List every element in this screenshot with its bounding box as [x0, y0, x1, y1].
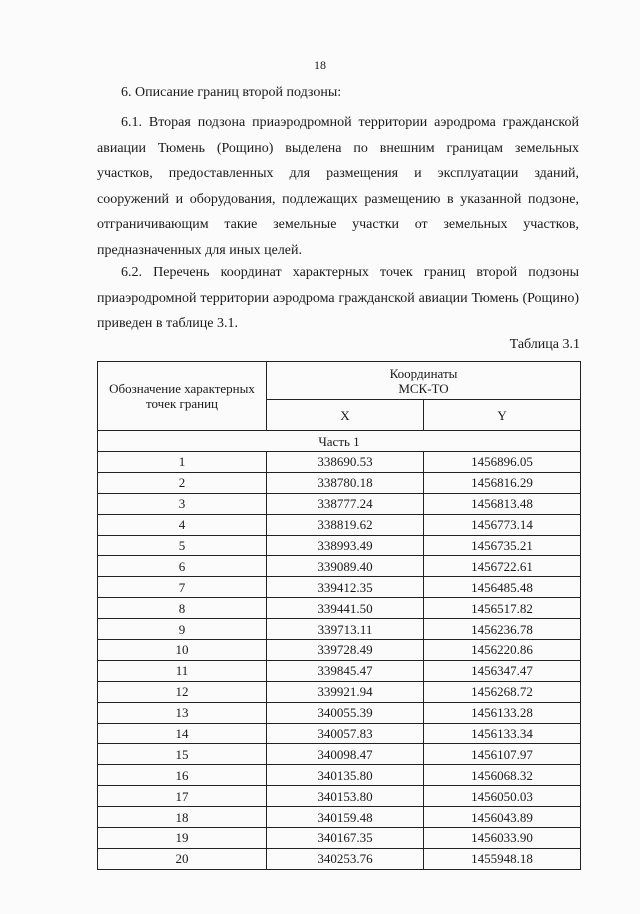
- y-coordinate-cell: 1456236.78: [424, 619, 581, 640]
- part-label: Часть 1: [98, 431, 581, 452]
- point-number-cell: 16: [98, 765, 267, 786]
- y-coordinate-cell: 1456813.48: [424, 493, 581, 514]
- table-row: [98, 452, 581, 473]
- point-number-cell: 20: [98, 848, 267, 869]
- table-row: [98, 640, 581, 661]
- point-number-cell: 17: [98, 786, 267, 807]
- header-coordinates-title: Координаты: [389, 365, 458, 381]
- x-coordinate-cell: 338819.62: [267, 514, 424, 535]
- table-row: [98, 598, 581, 619]
- x-coordinate-cell: 338690.53: [267, 452, 424, 473]
- header-coordinate-system: МСК-ТО: [398, 380, 449, 396]
- point-number-cell: 15: [98, 744, 267, 765]
- x-coordinate-cell: 338780.18: [267, 472, 424, 493]
- y-coordinate-cell: 1456816.29: [424, 472, 581, 493]
- table-row: [98, 577, 581, 598]
- x-coordinate-cell: 339412.35: [267, 577, 424, 598]
- y-coordinate-cell: 1456735.21: [424, 535, 581, 556]
- point-number-cell: 1: [98, 452, 267, 473]
- x-coordinate-cell: 340055.39: [267, 702, 424, 723]
- x-coordinate-cell: 339845.47: [267, 660, 424, 681]
- y-coordinate-cell: 1456033.90: [424, 828, 581, 849]
- table-caption: Таблица 3.1: [509, 337, 580, 352]
- x-coordinate-cell: 339713.11: [267, 619, 424, 640]
- table-row: [98, 681, 581, 702]
- y-coordinate-cell: 1456220.86: [424, 640, 581, 661]
- point-number-cell: 8: [98, 598, 267, 619]
- y-coordinate-cell: 1456268.72: [424, 681, 581, 702]
- table-row: [98, 493, 581, 514]
- x-coordinate-cell: 338777.24: [267, 493, 424, 514]
- x-coordinate-cell: 340253.76: [267, 848, 424, 869]
- y-coordinate-cell: 1456347.47: [424, 660, 581, 681]
- paragraph-6-2: 6.2. Перечень координат характерных точек границ второй подзоны приаэродромной территории аэродрома гражданской авиации Тюмень (Рощино) приведен в таблице 3.1.: [97, 265, 579, 331]
- header-x: X: [267, 400, 424, 431]
- point-number-cell: 18: [98, 807, 267, 828]
- page-number: 18: [314, 58, 326, 72]
- y-coordinate-cell: 1456043.89: [424, 807, 581, 828]
- y-coordinate-cell: 1456896.05: [424, 452, 581, 473]
- y-coordinate-cell: 1456133.28: [424, 702, 581, 723]
- point-number-cell: 4: [98, 514, 267, 535]
- table-row: [98, 765, 581, 786]
- point-number-cell: 14: [98, 723, 267, 744]
- header-point-name: Обозначение характерных точек границ: [98, 362, 267, 431]
- y-coordinate-cell: 1456050.03: [424, 786, 581, 807]
- x-coordinate-cell: 338993.49: [267, 535, 424, 556]
- y-coordinate-cell: 1455948.18: [424, 848, 581, 869]
- y-coordinate-cell: 1456485.48: [424, 577, 581, 598]
- section-heading: 6. Описание границ второй подзоны:: [121, 85, 342, 100]
- table-row: [98, 786, 581, 807]
- table-row: [98, 514, 581, 535]
- x-coordinate-cell: 340153.80: [267, 786, 424, 807]
- point-number-cell: 6: [98, 556, 267, 577]
- table-row: [98, 535, 581, 556]
- y-coordinate-cell: 1456107.97: [424, 744, 581, 765]
- point-number-cell: 2: [98, 472, 267, 493]
- paragraph-6-1: 6.1. Вторая подзона приаэродромной территории аэродрома гражданской авиации Тюмень (Рощино) выделена по внешним границам земельных участков, предоставленных для размещения и эксплуатации зданий, сооружений и оборудования, подлежащих размещению в указанной подзоне, отграничивающим такие земельные участки от земельных участков, предназначенных для иных целей.: [97, 115, 579, 258]
- y-coordinate-cell: 1456722.61: [424, 556, 581, 577]
- header-y: Y: [424, 400, 581, 431]
- point-number-cell: 19: [98, 828, 267, 849]
- table-row: [98, 619, 581, 640]
- table-row: [98, 702, 581, 723]
- y-coordinate-cell: 1456517.82: [424, 598, 581, 619]
- x-coordinate-cell: 339728.49: [267, 640, 424, 661]
- point-number-cell: 9: [98, 619, 267, 640]
- point-number-cell: 10: [98, 640, 267, 661]
- y-coordinate-cell: 1456773.14: [424, 514, 581, 535]
- coordinates-table: [97, 361, 581, 870]
- x-coordinate-cell: 340159.48: [267, 807, 424, 828]
- x-coordinate-cell: 340098.47: [267, 744, 424, 765]
- table-row: [98, 807, 581, 828]
- table-row: [98, 744, 581, 765]
- y-coordinate-cell: 1456133.34: [424, 723, 581, 744]
- point-number-cell: 3: [98, 493, 267, 514]
- x-coordinate-cell: 340167.35: [267, 828, 424, 849]
- x-coordinate-cell: 339089.40: [267, 556, 424, 577]
- table-row: [98, 828, 581, 849]
- y-coordinate-cell: 1456068.32: [424, 765, 581, 786]
- x-coordinate-cell: 339441.50: [267, 598, 424, 619]
- table-row: [98, 848, 581, 869]
- point-number-cell: 13: [98, 702, 267, 723]
- point-number-cell: 12: [98, 681, 267, 702]
- x-coordinate-cell: 339921.94: [267, 681, 424, 702]
- point-number-cell: 7: [98, 577, 267, 598]
- table-row: [98, 472, 581, 493]
- point-number-cell: 5: [98, 535, 267, 556]
- table-row: [98, 556, 581, 577]
- point-number-cell: 11: [98, 660, 267, 681]
- table-row: [98, 660, 581, 681]
- x-coordinate-cell: 340057.83: [267, 723, 424, 744]
- table-row: [98, 723, 581, 744]
- x-coordinate-cell: 340135.80: [267, 765, 424, 786]
- header-coordinates: [267, 362, 581, 400]
